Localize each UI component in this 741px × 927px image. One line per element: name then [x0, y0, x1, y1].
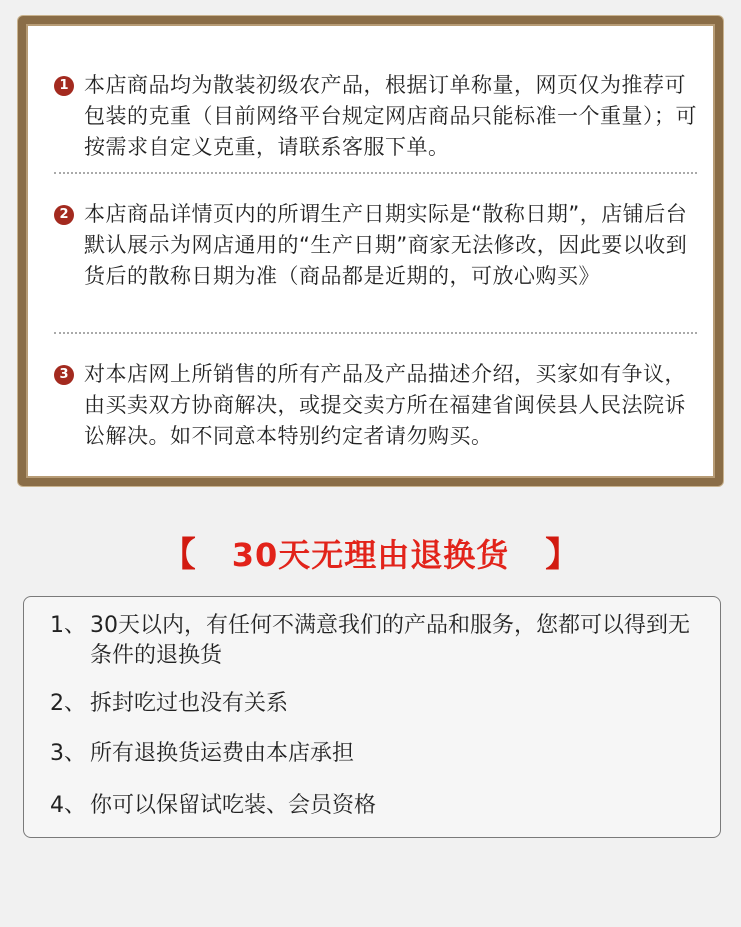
return-policy-title: 30天无理由退换货	[231, 536, 510, 574]
number-badge-3: 3	[54, 365, 74, 385]
policy-index: 3、	[50, 741, 86, 766]
number-badge-1: 1	[54, 76, 74, 96]
notice-text-1: 本店商品均为散装初级农产品，根据订单称量，网页仅为推荐可包装的克重（目前网络平台规定网店商品只能标准一个重量）；可按需求自定义克重，请联系客服下单。	[84, 73, 697, 159]
policy-index: 1、	[50, 613, 86, 638]
notice-item	[54, 199, 697, 292]
right-bracket: 】	[545, 535, 580, 575]
return-policy-box	[23, 596, 721, 838]
left-bracket: 【	[161, 535, 196, 575]
dotted-divider	[54, 172, 697, 174]
policy-text: 你可以保留试吃装、会员资格	[90, 793, 377, 818]
policy-item	[50, 791, 700, 821]
dotted-divider	[54, 332, 697, 334]
policy-text: 30天以内，有任何不满意我们的产品和服务，您都可以得到无条件的退换货	[90, 613, 690, 668]
policy-index: 4、	[50, 793, 86, 818]
return-policy-heading	[0, 530, 741, 580]
number-badge-2: 2	[54, 205, 74, 225]
policy-item	[50, 739, 700, 769]
policy-text: 所有退换货运费由本店承担	[90, 741, 355, 766]
notice-item	[54, 70, 697, 163]
notice-text-2: 本店商品详情页内的所谓生产日期实际是“散称日期”，店铺后台默认展示为网店通用的“生产日期”商家无法修改，因此要以收到货后的散称日期为准（商品都是近期的，可放心购买》	[84, 202, 688, 288]
policy-index: 2、	[50, 691, 86, 716]
policy-text: 拆封吃过也没有关系	[90, 691, 289, 716]
notice-item	[54, 359, 697, 452]
notice-text-3: 对本店网上所销售的所有产品及产品描述介绍，买家如有争议，由买卖双方协商解决，或提交卖方所在福建省闽侯县人民法院诉讼解决。如不同意本特别约定者请勿购买。	[84, 362, 686, 448]
policy-item	[50, 689, 700, 719]
policy-item	[50, 611, 700, 671]
notice-panel	[18, 16, 723, 486]
